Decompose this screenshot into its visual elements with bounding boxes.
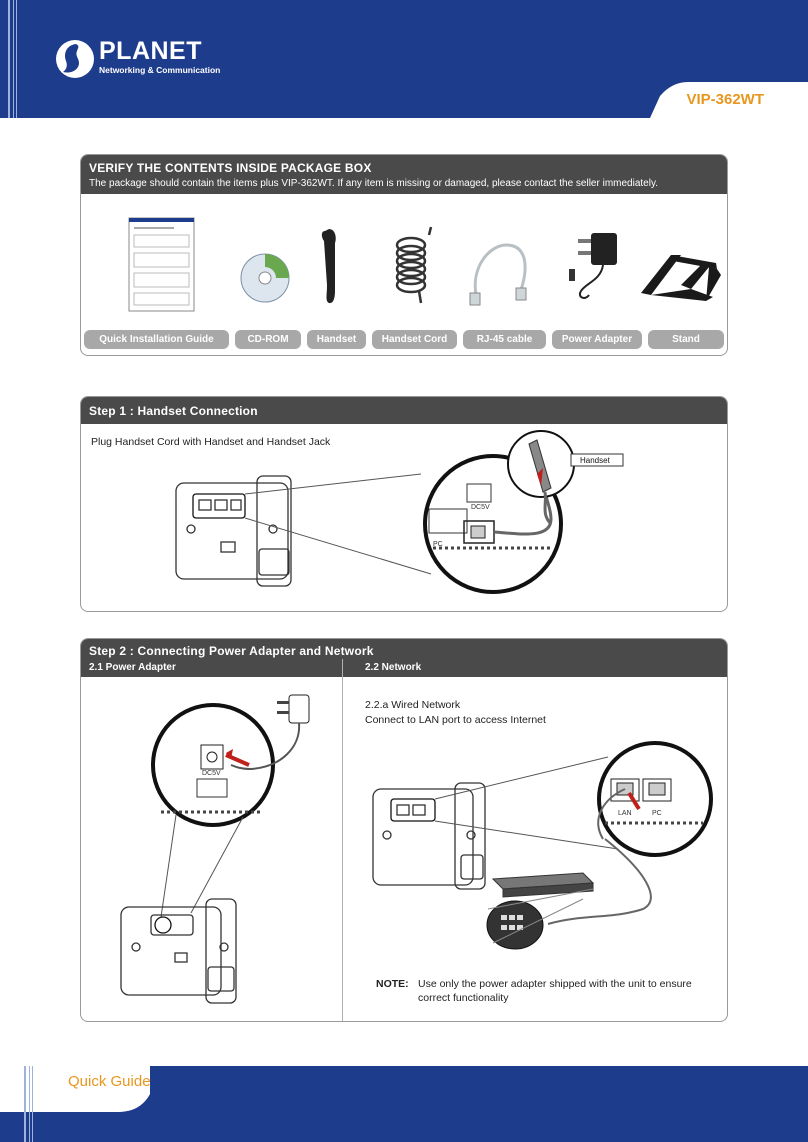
note-line-1: Use only the power adapter shipped with the unit to ensure <box>418 978 692 990</box>
label-cd-rom: CD-ROM <box>235 330 301 349</box>
wired-network-text: Connect to LAN port to access Internet <box>365 714 546 726</box>
phone-base-back <box>121 899 236 1003</box>
package-title: VERIFY THE CONTENTS INSIDE PACKAGE BOX <box>89 161 372 175</box>
package-item-labels <box>84 330 724 350</box>
label-stand: Stand <box>648 330 724 349</box>
cd-rom-image <box>241 254 289 302</box>
step1-pc-label: PC <box>433 541 443 548</box>
wired-network-title: 2.2.a Wired Network <box>365 699 461 711</box>
step2-title: Step 2 : Connecting Power Adapter and Network <box>89 644 374 658</box>
label-quick-guide: Quick Installation Guide <box>84 330 229 349</box>
model-name: VIP-362WT <box>686 91 764 108</box>
brand-tagline: Networking & Communication <box>99 65 221 75</box>
step1-diagram <box>81 424 727 610</box>
step2-dc-label: DC5V <box>202 770 221 777</box>
package-items-illustrations <box>81 215 727 315</box>
phone-base-back <box>176 476 291 586</box>
handset-callout: Handset <box>580 456 610 465</box>
power-adapter-diagram <box>81 677 341 1021</box>
step1-header-bar <box>81 397 727 424</box>
rj45-cable-image <box>470 245 526 305</box>
step1-panel <box>80 396 728 612</box>
label-power-adapter: Power Adapter <box>552 330 642 349</box>
network-switch <box>493 873 593 897</box>
network-pc-label: PC <box>652 810 662 817</box>
label-rj45-cable: RJ-45 cable <box>463 330 546 349</box>
label-handset: Handset <box>307 330 366 349</box>
handset-image <box>322 229 336 303</box>
step1-instruction: Plug Handset Cord with Handset and Handset Jack <box>91 436 331 448</box>
power-adapter-image <box>569 233 617 298</box>
quick-guide-image <box>129 218 194 311</box>
power-adapter-heading: 2.1 Power Adapter <box>89 662 176 673</box>
package-header-bar <box>81 155 727 194</box>
phone-base-back <box>373 783 485 889</box>
step2-subheadings <box>81 659 727 677</box>
step1-title: Step 1 : Handset Connection <box>89 404 258 418</box>
planet-logo <box>55 36 221 82</box>
step2-panel <box>80 638 728 1022</box>
network-heading: 2.2 Network <box>365 662 422 673</box>
package-subtitle: The package should contain the items plus VIP-362WT. If any item is missing or damaged, please contact the seller immediately. <box>89 178 658 189</box>
lan-label: LAN <box>618 810 632 817</box>
power-adapter-zoom <box>153 705 273 825</box>
brand-name: PLANET <box>99 37 202 65</box>
label-handset-cord: Handset Cord <box>372 330 457 349</box>
page-header <box>0 0 808 118</box>
network-diagram <box>343 739 727 979</box>
footer-title: Quick Guide <box>68 1073 151 1090</box>
note-line-2: correct functionality <box>418 992 509 1004</box>
lan-port-zoom <box>598 743 711 855</box>
package-contents-panel <box>80 154 728 356</box>
note-label: NOTE: <box>376 978 409 990</box>
handset-cord-image <box>397 227 431 303</box>
stand-image <box>641 255 721 301</box>
step1-jack-label: DC5V <box>471 504 490 511</box>
planet-logo-icon <box>55 39 95 79</box>
